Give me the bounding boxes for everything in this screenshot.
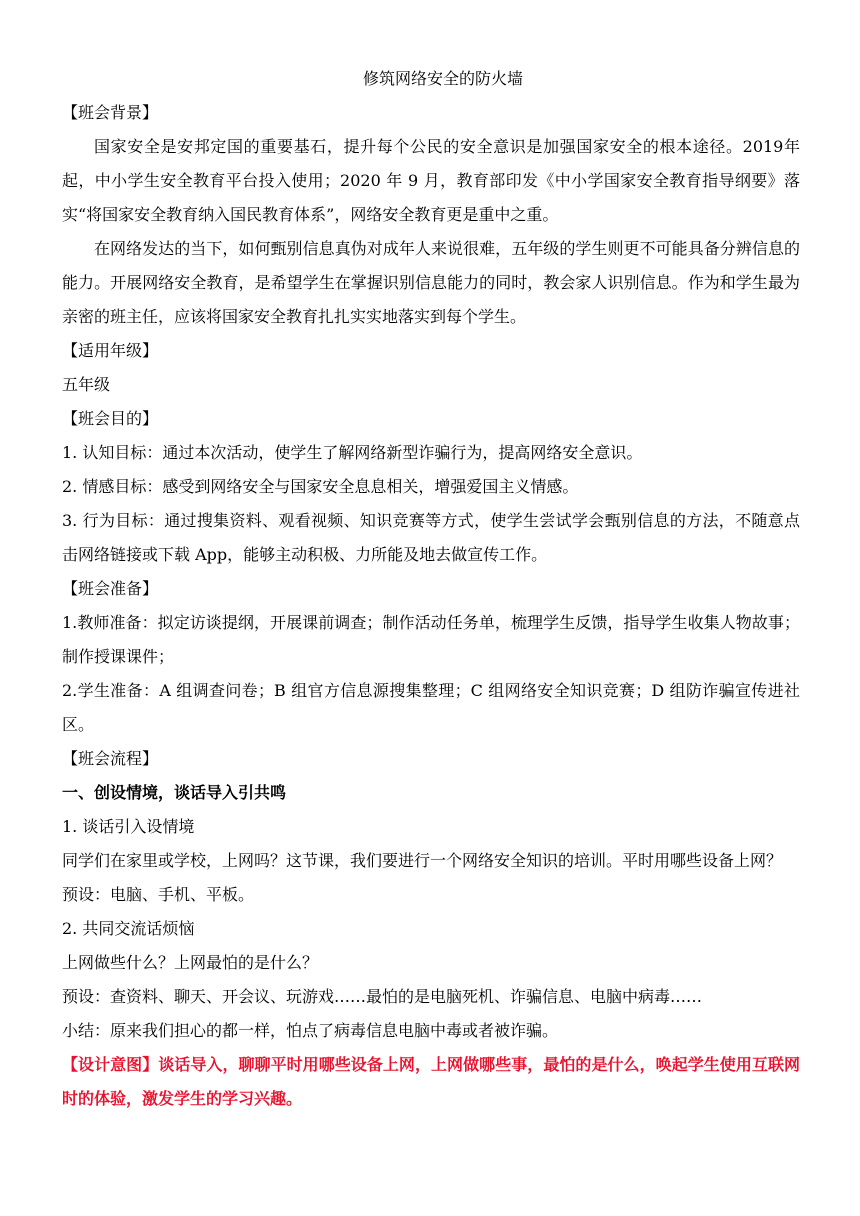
section-1-title: 一、创设情境，谈话导入引共鸣 bbox=[62, 783, 287, 802]
preparation-heading: 【班会准备】 bbox=[62, 579, 159, 598]
goals-heading: 【班会目的】 bbox=[62, 409, 159, 428]
preparation-item-2: 2.学生准备：A 组调查问卷；B 组官方信息源搜集整理；C 组网络安全知识竞赛；D 组防诈骗宣传进社区。 bbox=[62, 681, 800, 734]
grade-heading: 【适用年级】 bbox=[62, 341, 159, 360]
background-paragraph-2: 在网络发达的当下，如何甄别信息真伪对成年人来说很难，五年级的学生则更不可能具备分辨信息的能力。开展网络安全教育，是希望学生在掌握识别信息能力的同时，教会家人识别信息。作为和学生最为亲密的班主任，应该将国家安全教育扎扎实实地落实到每个学生。 bbox=[62, 239, 800, 326]
design-intent-note: 【设计意图】谈话导入，聊聊平时用哪些设备上网，上网做哪些事，最怕的是什么，唤起学生使用互联网时的体验，激发学生的学习兴趣。 bbox=[62, 1055, 800, 1108]
step-1-title: 1. 谈话引入设情境 bbox=[62, 817, 195, 836]
step-2-text: 上网做些什么？上网最怕的是什么？ bbox=[62, 953, 319, 972]
step-2-title: 2. 共同交流话烦恼 bbox=[62, 919, 195, 938]
goal-item-1: 1. 认知目标：通过本次活动，使学生了解网络新型诈骗行为，提高网络安全意识。 bbox=[62, 443, 643, 462]
step-2-preset: 预设：查资料、聊天、开会议、玩游戏……最怕的是电脑死机、诈骗信息、电脑中病毒…… bbox=[62, 987, 703, 1006]
goal-item-2: 2. 情感目标：感受到网络安全与国家安全息息相关，增强爱国主义情感。 bbox=[62, 477, 579, 496]
flow-heading: 【班会流程】 bbox=[62, 749, 159, 768]
preparation-item-1: 1.教师准备：拟定访谈提纲，开展课前调查；制作活动任务单，梳理学生反馈，指导学生收集人物故事；制作授课课件； bbox=[62, 613, 800, 666]
document-title: 修筑网络安全的防火墙 bbox=[362, 69, 523, 88]
step-1-preset: 预设：电脑、手机、平板。 bbox=[62, 885, 255, 904]
goal-item-3: 3. 行为目标：通过搜集资料、观看视频、知识竞赛等方式，使学生尝试学会甄别信息的方法，不随意点击网络链接或下载 App，能够主动积极、力所能及地去做宣传工作。 bbox=[62, 511, 800, 564]
background-heading: 【班会背景】 bbox=[62, 103, 159, 122]
step-2-summary: 小结：原来我们担心的都一样，怕点了病毒信息电脑中毒或者被诈骗。 bbox=[62, 1021, 559, 1040]
step-1-text: 同学们在家里或学校，上网吗？这节课，我们要进行一个网络安全知识的培训。平时用哪些设备上网？ bbox=[62, 851, 783, 870]
background-paragraph-1: 国家安全是安邦定国的重要基石，提升每个公民的安全意识是加强国家安全的根本途径。2019年起，中小学生安全教育平台投入使用；2020 年 9 月，教育部印发《中小学国家安全教育指导纲要》落实“将国家安全教育纳入国民教育体系”，网络安全教育更是重中之重。 bbox=[62, 137, 800, 224]
grade-value: 五年级 bbox=[62, 375, 111, 394]
